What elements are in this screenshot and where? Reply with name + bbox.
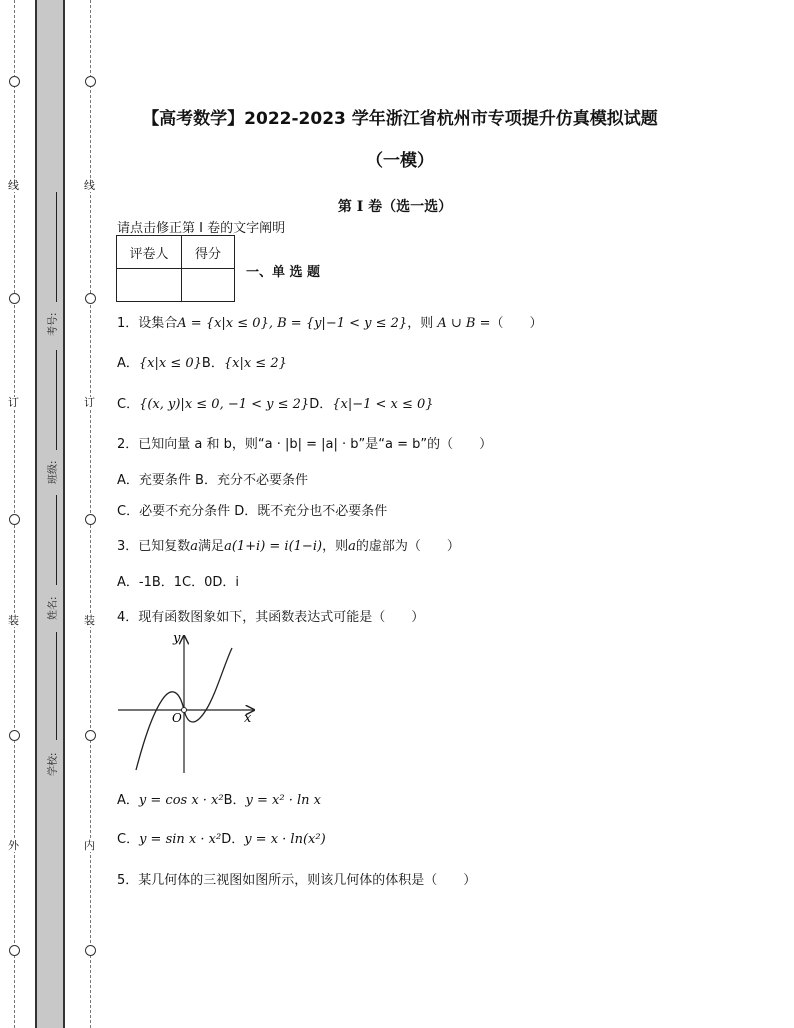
question-2-options-cd[interactable]: C．必要不充分条件 D．既不充分也不必要条件 [117, 504, 388, 519]
margin-label-ding: 订 [84, 396, 95, 409]
grade-cell-score[interactable] [182, 269, 235, 302]
q3-prefix: 3．已知复数 [117, 539, 191, 554]
question-4: 4．现有函数图象如下，其函数表达式可能是（ ） [117, 610, 425, 625]
margin-label-xian: 线 [8, 179, 19, 192]
question-2-options-ab[interactable]: A．充要条件 B．充分不必要条件 [117, 473, 308, 488]
q1-expr: A ∪ B = [437, 316, 491, 331]
question-3 [117, 535, 460, 554]
function-graph [116, 630, 261, 778]
q3-mid: 满足 [198, 539, 225, 554]
grade-col-reviewer: 评卷人 [117, 236, 182, 269]
q1-option-a[interactable]: A． [117, 356, 139, 371]
binding-band [35, 0, 65, 1028]
exam-title-sub: （一模） [366, 151, 434, 171]
q3-var: a [190, 539, 199, 554]
q4-option-a[interactable]: A． [117, 793, 139, 808]
question-1-options-cd [117, 393, 434, 412]
origin-point [182, 708, 187, 713]
question-2: 2．已知向量 a 和 b，则“a · |b| = |a| · b”是“a = b”的（ ） [117, 437, 493, 452]
q1-paren: （ ） [490, 316, 543, 331]
q4-option-a-value: y = cos x · x² [138, 793, 224, 808]
section-note: 请点击修正第 I 卷的文字阐明 [117, 221, 286, 236]
question-4-options-cd [117, 828, 326, 847]
q1-option-c-value: {(x, y)|x ≤ 0, −1 < y ≤ 2} [139, 397, 310, 412]
q3-end: 的虚部为（ ） [355, 539, 460, 554]
binding-hole [85, 730, 96, 741]
field-kaohao-line[interactable] [56, 192, 57, 302]
margin-label-zhuang: 装 [8, 614, 19, 627]
grade-col-score: 得分 [182, 236, 235, 269]
q1-option-c[interactable]: C． [117, 397, 140, 412]
field-xuexiao-label: 学校: [48, 752, 59, 776]
q1-set-a: A = {x|x ≤ 0} [177, 316, 269, 331]
binding-hole [9, 514, 20, 525]
q4-option-d[interactable]: D． [221, 832, 245, 847]
q1-set-b: , B = {y|−1 < y ≤ 2} [268, 316, 408, 331]
margin-label-nei: 内 [84, 839, 95, 852]
question-3-options[interactable]: A．-1B．1C．0D．i [117, 575, 240, 590]
section-title: 第 I 卷（选一选） [337, 199, 453, 215]
field-kaohao-label: 考号: [48, 312, 59, 336]
part-title: 一、单 选 题 [246, 265, 321, 280]
margin-label-wai: 外 [8, 839, 19, 852]
q1-ask: ，则 [407, 316, 434, 331]
binding-hole [9, 293, 20, 304]
q4-option-b[interactable]: B． [223, 793, 246, 808]
question-1 [117, 312, 542, 331]
q1-option-b[interactable]: B． [201, 356, 224, 371]
q1-option-d[interactable]: D． [309, 397, 333, 412]
origin-label: O [172, 711, 182, 725]
q3-post: ，则 [322, 539, 349, 554]
binding-hole [9, 945, 20, 956]
q1-option-d-value: {x|−1 < x ≤ 0} [332, 397, 434, 412]
binding-hole [85, 514, 96, 525]
grade-cell-reviewer[interactable] [117, 269, 182, 302]
binding-hole [85, 76, 96, 87]
q3-equation: a(1+i) = i(1−i) [224, 539, 323, 554]
q4-option-c-value: y = sin x · x² [139, 832, 222, 847]
q1-option-a-value: {x|x ≤ 0} [138, 356, 202, 371]
q4-option-d-value: y = x · ln(x²) [244, 832, 326, 847]
q1-option-b-value: {x|x ≤ 2} [223, 356, 287, 371]
question-1-options-ab [117, 352, 287, 371]
binding-hole [85, 945, 96, 956]
exam-title: 【高考数学】2022-2023 学年浙江省杭州市专项提升仿真模拟试题 [142, 109, 658, 129]
field-xingming-line[interactable] [56, 495, 57, 585]
question-5: 5．某几何体的三视图如图所示，则该几何体的体积是（ ） [117, 873, 477, 888]
field-banji-label: 班级: [48, 460, 59, 484]
q3-var-2: a [348, 539, 356, 554]
y-axis-label: y [173, 631, 181, 646]
q4-option-b-value: y = x² · ln x [245, 793, 321, 808]
binding-hole [85, 293, 96, 304]
margin-label-xian: 线 [84, 179, 95, 192]
margin-label-ding: 订 [8, 396, 19, 409]
field-xuexiao-line[interactable] [56, 632, 57, 740]
margin-label-zhuang: 装 [84, 614, 95, 627]
field-banji-line[interactable] [56, 350, 57, 450]
field-xingming-label: 姓名: [48, 596, 59, 620]
grade-table [116, 235, 235, 302]
q1-prefix: 1．设集合 [117, 316, 178, 331]
binding-hole [9, 730, 20, 741]
x-axis-label: x [244, 711, 252, 726]
question-4-options-ab [117, 789, 321, 808]
binding-hole [9, 76, 20, 87]
q4-option-c[interactable]: C． [117, 832, 140, 847]
